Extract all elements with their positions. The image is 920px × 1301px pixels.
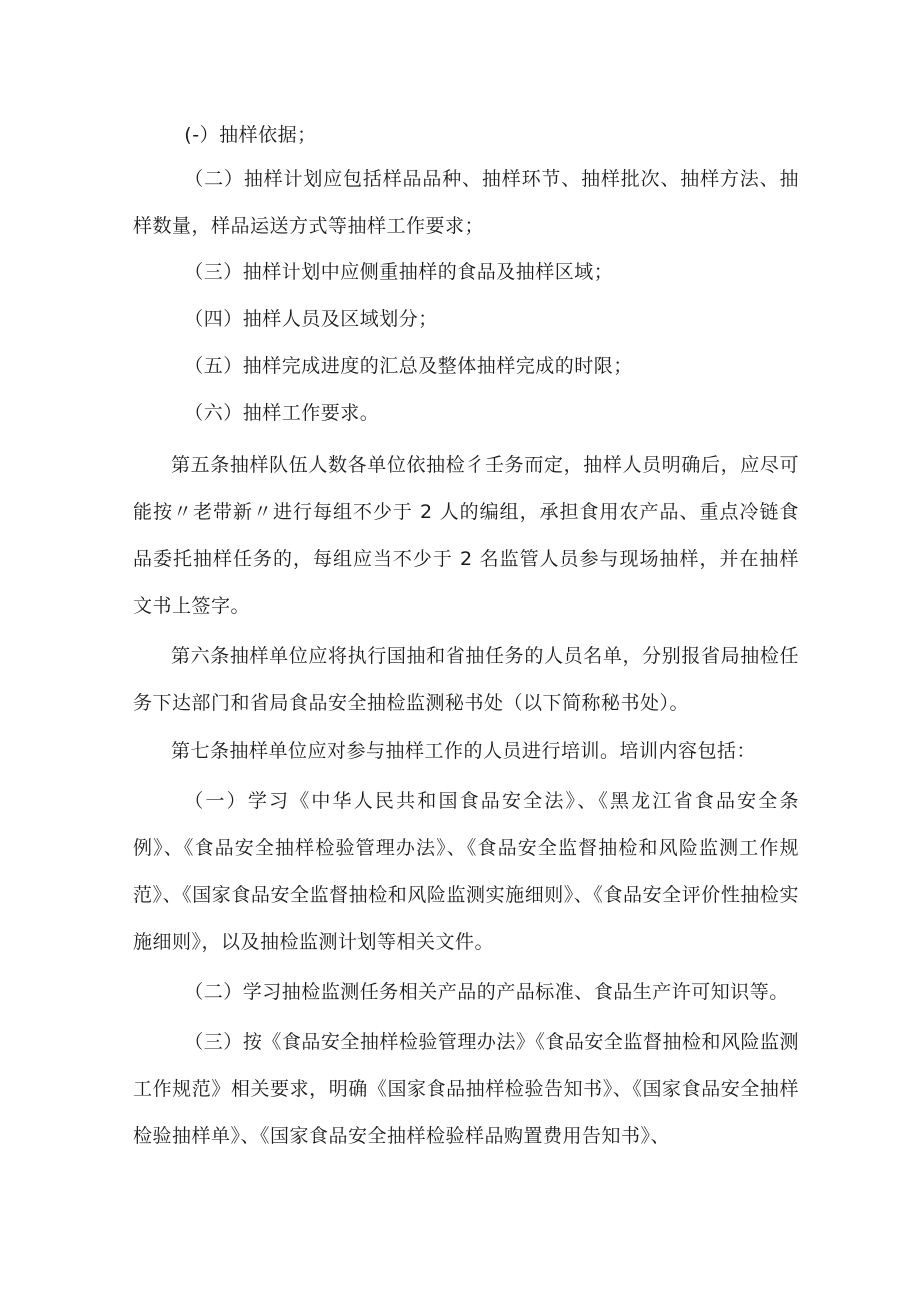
paragraph-training-documents: （三）按《食品安全抽样检验管理办法》《食品安全监督抽检和风险监测工作规范》相关要求，明确《国家食品抽样检验告知书》、《国家食品安全抽样检验抽样单》、《国家食品安全抽样检验样品购置费用告知书》、 xyxy=(133,1031,799,1147)
paragraph-article-five: 第五条抽样队伍人数各单位依抽检彳壬务而定，抽样人员明确后，应尽可能按〃老带新〃进行每组不少于 2 人的编组，承担食用农产品、重点冷链食品委托抽样任务的，每组应当不少于 2 名监管人员参与现场抽样，并在抽样文书上签字。 xyxy=(133,454,799,617)
paragraph-sampling-plan-contents: （二）抽样计划应包括样品品种、抽样环节、抽样批次、抽样方法、抽样数量，样品运送方式等抽样工作要求； xyxy=(133,168,799,237)
paragraph-training-laws: （一）学习《中华人民共和国食品安全法》、《黑龙江省食品安全条例》、《食品安全抽样检验管理办法》、《食品安全监督抽检和风险监测工作规范》、《国家食品安全监督抽检和风险监测实施细则》、《食品安全评价性抽检实施细则》，以及抽检监测计划等相关文件。 xyxy=(133,790,799,953)
paragraph-work-requirements: （六）抽样工作要求。 xyxy=(184,402,380,424)
paragraph-sampling-focus: （三）抽样计划中应侧重抽样的食品及抽样区域； xyxy=(184,261,614,283)
paragraph-progress-deadline: （五）抽样完成进度的汇总及整体抽样完成的时限； xyxy=(184,355,633,377)
paragraph-training-standards: （二）学习抽检监测任务相关产品的产品标准、食品生产许可知识等。 xyxy=(184,981,789,1003)
paragraph-sampling-basis: (-）抽样依据； xyxy=(184,124,317,146)
paragraph-article-six: 第六条抽样单位应将执行国抽和省抽任务的人员名单，分别报省局抽检任务下达部门和省局食品安全抽检监测秘书处（以下简称秘书处）。 xyxy=(133,645,799,714)
paragraph-staff-division: （四）抽样人员及区域划分； xyxy=(184,308,438,330)
paragraph-article-seven: 第七条抽样单位应对参与抽样工作的人员进行培训。培训内容包括： xyxy=(171,740,757,762)
